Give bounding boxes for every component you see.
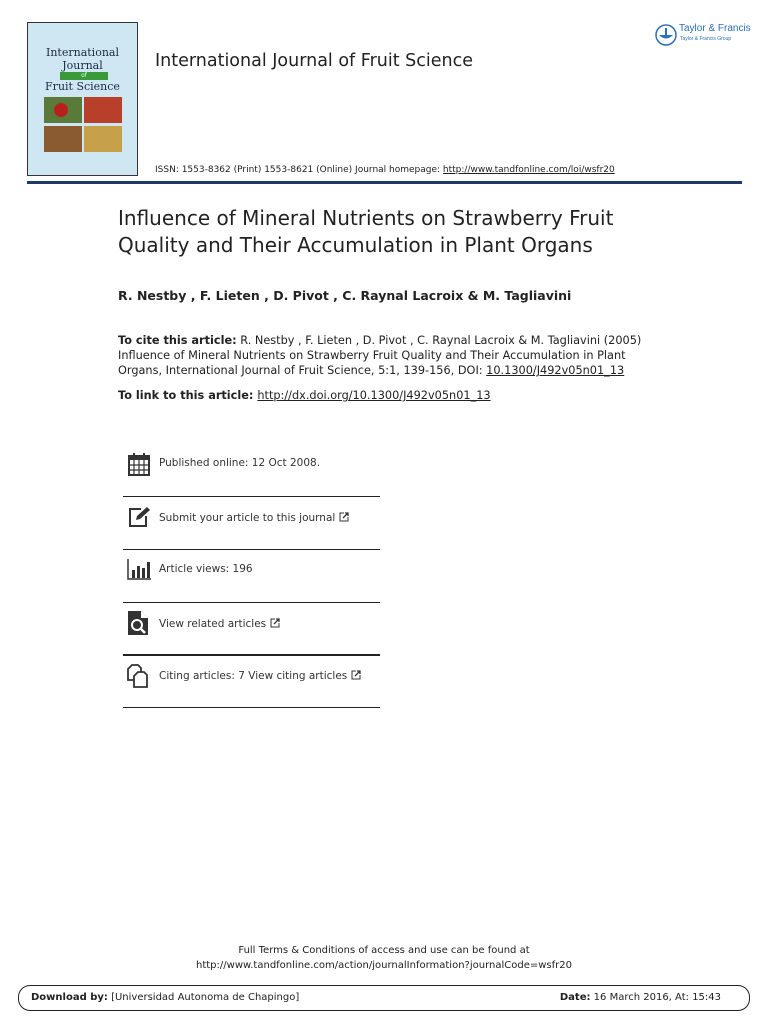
article-views: Article views: 196: [159, 563, 253, 575]
citation-block: [118, 333, 648, 378]
cover-photo: [84, 97, 122, 123]
download-label: Download by:: [31, 992, 108, 1003]
cover-title-line: of: [60, 72, 108, 80]
info-item-published: [123, 452, 380, 476]
info-item-citing[interactable]: [123, 664, 380, 688]
cover-photo: [44, 126, 82, 152]
cover-title-line: International: [46, 46, 119, 59]
info-item-views: [123, 557, 380, 581]
external-link-icon: [351, 670, 361, 680]
cover-title-line: Journal: [62, 59, 103, 72]
terms-notice: [0, 943, 768, 973]
citing-label: Citing articles: 7 View citing articles: [159, 670, 348, 682]
date-value: 16 March 2016, At: 15:43: [590, 992, 721, 1003]
cite-text: R. Nestby , F. Lieten , D. Pivot , C. Raynal Lacroix & M. Tagliavini (2005) Influence of Mineral Nutrients on Strawberry Fruit Quality and Their Accumulation in Plant Organs, International Journal of Fruit Science, 5:1, 139-156, DOI:: [118, 334, 642, 377]
issn-line: [155, 165, 615, 175]
info-item-related[interactable]: [123, 611, 380, 637]
issn-text: ISSN: 1553-8362 (Print) 1553-8621 (Online) Journal homepage:: [155, 165, 443, 175]
divider: [123, 707, 380, 708]
article-link-line: [118, 389, 491, 402]
info-item-submit[interactable]: [123, 505, 380, 529]
submit-article-link[interactable]: [159, 512, 349, 524]
calendar-icon: [127, 452, 151, 476]
external-link-icon: [270, 618, 280, 628]
divider: [123, 602, 380, 603]
link-label: To link to this article:: [118, 389, 258, 402]
download-value: [Universidad Autonoma de Chapingo]: [107, 992, 300, 1003]
header-rule: [27, 181, 742, 184]
terms-url[interactable]: http://www.tandfonline.com/action/journalInformation?journalCode=wsfr20: [196, 960, 572, 971]
download-info-bar: [18, 985, 750, 1011]
cite-label: To cite this article:: [118, 334, 237, 347]
cover-photo: [44, 97, 82, 123]
download-by: [31, 992, 299, 1003]
view-related-articles-link[interactable]: [159, 618, 280, 630]
divider: [123, 549, 380, 550]
journal-title: International Journal of Fruit Science: [155, 51, 473, 71]
cover-photo: [84, 126, 122, 152]
view-citing-articles-link[interactable]: [159, 670, 361, 682]
journal-homepage-link[interactable]: http://www.tandfonline.com/loi/wsfr20: [442, 165, 615, 175]
publisher-name: Taylor & Francis: [679, 23, 751, 34]
cover-title-line: Fruit Science: [45, 80, 120, 93]
bar-chart-icon: [127, 557, 151, 581]
related-label: View related articles: [159, 618, 267, 630]
journal-cover-image: [27, 22, 138, 176]
article-url-link[interactable]: http://dx.doi.org/10.1300/J492v05n01_13: [257, 389, 491, 402]
doi-link[interactable]: 10.1300/J492v05n01_13: [486, 364, 625, 377]
download-date: [560, 992, 721, 1003]
submit-label: Submit your article to this journal: [159, 512, 336, 524]
copy-documents-icon: [127, 664, 151, 688]
edit-icon: [127, 505, 151, 529]
external-link-icon: [339, 512, 349, 522]
article-authors: R. Nestby , F. Lieten , D. Pivot , C. Raynal Lacroix & M. Tagliavini: [118, 288, 572, 303]
published-date: Published online: 12 Oct 2008.: [159, 457, 321, 469]
search-document-icon: [127, 611, 151, 635]
divider: [123, 496, 380, 497]
terms-line: Full Terms & Conditions of access and use can be found at: [238, 945, 530, 956]
publisher-group: Taylor & Francis Group: [680, 36, 732, 42]
divider: [123, 654, 380, 656]
article-title: Influence of Mineral Nutrients on Strawberry Fruit Quality and Their Accumulation in Plant Organs: [118, 206, 614, 257]
date-label: Date:: [559, 992, 591, 1003]
